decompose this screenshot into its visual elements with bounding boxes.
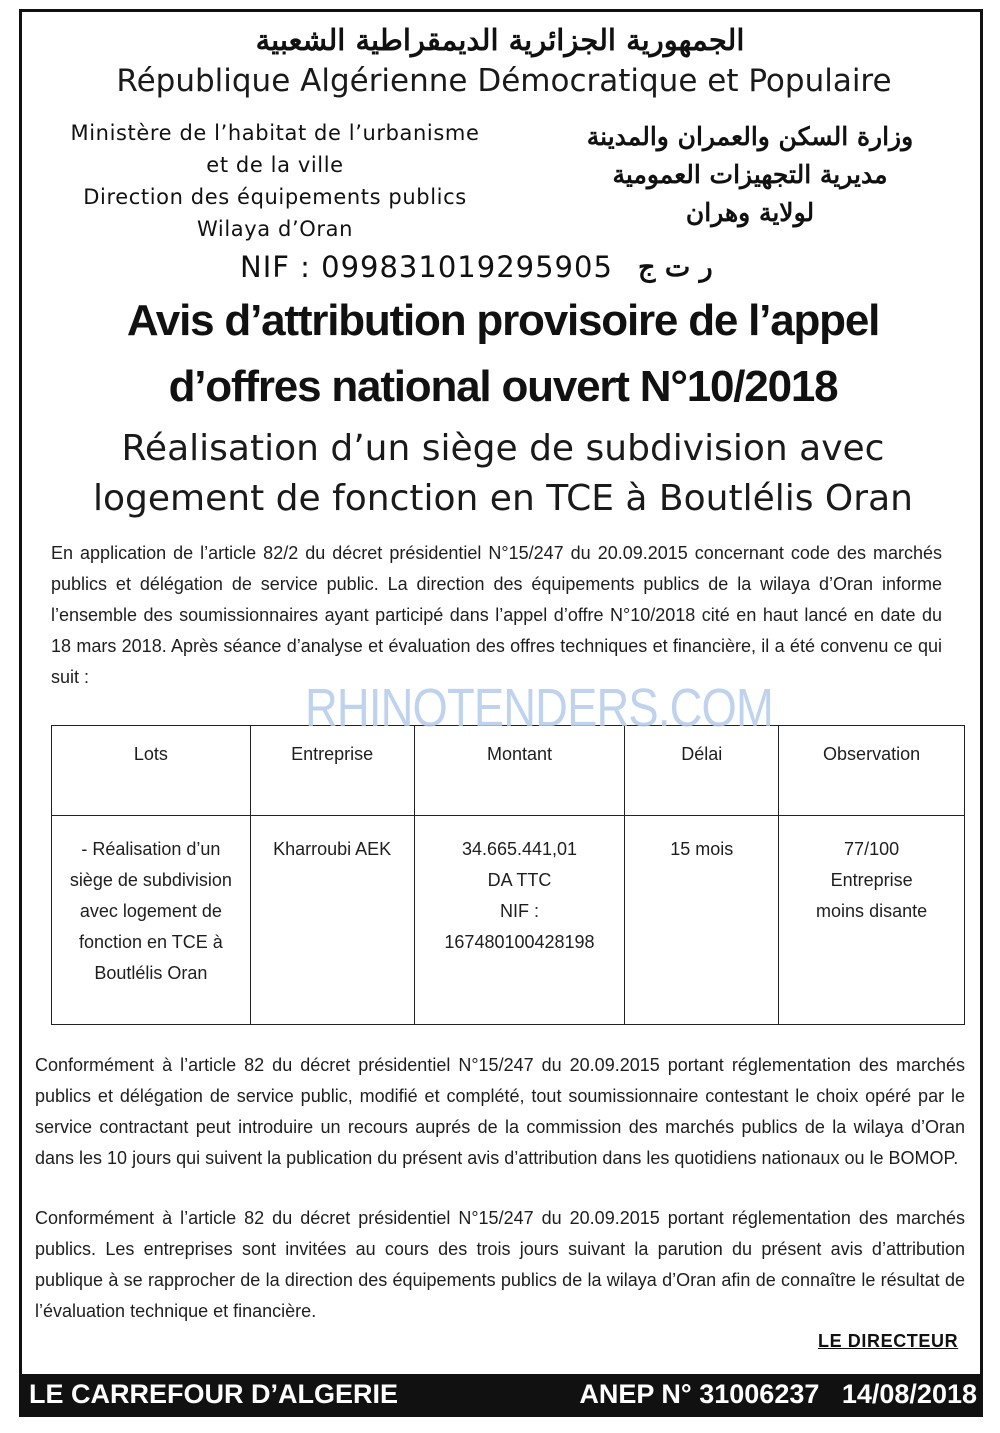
lot-line: siège de subdivision [69,870,232,890]
observation-cell [779,816,965,1025]
nif-arabic-label: ر ت ج [638,252,713,283]
montant-line: 167480100428198 [444,932,595,952]
column-header-observation: Observation [779,726,965,816]
ministry-line-ar: لولاية وهران [685,198,815,227]
notice-title-line: d’offres national ouvert N°10/2018 [168,362,838,411]
ministry-line-ar: وزارة السكن والعمران والمدينة [586,122,914,151]
lot-line: fonction en TCE à [78,932,223,952]
ministry-block-arabic [560,118,940,232]
column-header-lots: Lots [52,726,251,816]
intro-paragraph: En application de l’article 82/2 du décret présidentiel N°15/247 du 20.09.2015 concernant code des marchés publics et délégation de service public. La direction des équipements publics de la wilaya d’Oran informe l’ensemble des soumissionnaires ayant participé dans l’appel d’offre N°10/2018 cité en haut lancé en date du 18 mars 2018. Après séance d’analyse et évaluation des offres techniques et financière, il a été convenu ce qui suit : [51,543,942,687]
director-signature: LE DIRECTEUR [818,1331,959,1351]
table-row [52,816,965,1025]
montant-cell [414,816,625,1025]
observation-line: 77/100 [844,839,900,859]
french-republic-title: République Algérienne Démocratique et Populaire [116,63,892,99]
nif-number: NIF : 099831019295905 [240,250,613,284]
column-header-montant: Montant [414,726,625,816]
ministry-line-ar: مديرية التجهيزات العمومية [612,160,888,189]
lot-line: Boutlélis Oran [94,963,208,983]
column-header-entreprise: Entreprise [250,726,414,816]
footer-bar [19,1374,983,1414]
results-paragraph: Conformément à l’article 82 du décret présidentiel N°15/247 du 20.09.2015 portant réglementation des marchés publics. Les entreprises sont invitées au cours des trois jours suivant la parution du présent avis d’attribution publique à se rapprocher de la direction des équipements publics de la wilaya d’Oran afin de connaître le résultat de l’évaluation technique et financière. [35,1208,965,1321]
arabic-republic-title: الجمهورية الجزائرية الديمقراطية الشعبية [255,23,745,57]
lot-line: avec logement de [79,901,222,921]
delai-cell: 15 mois [625,816,779,1025]
appeal-paragraph: Conformément à l’article 82 du décret présidentiel N°15/247 du 20.09.2015 portant réglementation des marchés publics et délégation de service public, modifié et complété, tout soumissionnaire contestant le choix opéré par le service contractant peut introduire un recours auprés de la commission des marchés publics de la wilaya d’Oran dans les 10 jours qui suivent la publication du présent avis d’attribution dans les quotidiens nationaux ou le BOMOP. [35,1055,965,1168]
ministry-line: et de la ville [206,153,344,177]
lot-cell [52,816,251,1025]
column-header-delai: Délai [625,726,779,816]
project-subtitle-line: Réalisation d’un siège de subdivision avec [121,428,885,469]
lot-line: - Réalisation d’un [81,839,221,859]
watermark-text: RHINOTENDERS.COM [305,678,773,738]
award-table [51,725,965,1025]
notice-title [0,288,1000,420]
observation-line: Entreprise [830,870,913,890]
ministry-block-french [40,117,510,245]
project-subtitle-line: logement de fonction en TCE à Boutlélis Oran [93,478,913,519]
ministry-line: Direction des équipements publics [83,185,467,209]
ministry-line: Ministère de l’habitat de l’urbanisme [70,121,480,145]
montant-line: NIF : [500,901,539,921]
montant-line: DA TTC [487,870,552,890]
newspaper-name: LE CARREFOUR D’ALGERIE [29,1379,399,1409]
project-subtitle [0,424,1000,524]
anep-reference: ANEP N° 31006237 14/08/2018 [579,1379,977,1409]
ministry-line: Wilaya d’Oran [197,217,353,241]
montant-line: 34.665.441,01 [461,839,578,859]
observation-line: moins disante [816,901,928,921]
entreprise-cell: Kharroubi AEK [250,816,414,1025]
notice-title-line: Avis d’attribution provisoire de l’appel [126,296,880,345]
